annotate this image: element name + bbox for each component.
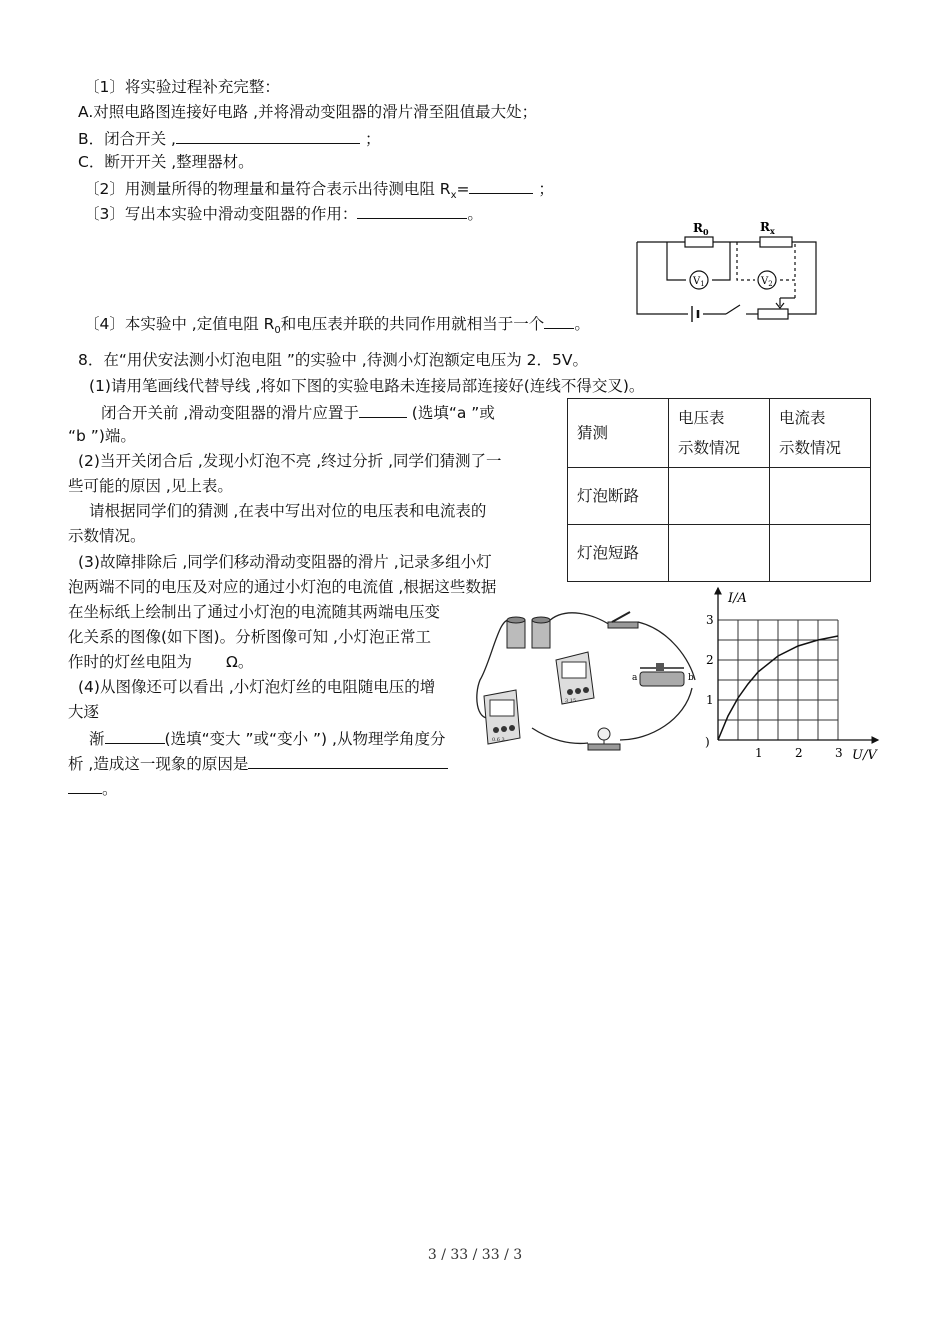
- x-tick-label: 1: [755, 746, 763, 760]
- voltage-answer-cell[interactable]: [669, 525, 770, 582]
- rx-label: $R_x$: [760, 220, 775, 236]
- guess-table: [567, 398, 871, 582]
- battery-cell-icon: [507, 617, 525, 648]
- q8-part2-line4: 示数情况。: [68, 527, 146, 545]
- subscript-x: x: [450, 190, 457, 202]
- q8-title: 8．在“用伏安法测小灯泡电阻 ”的实验中 ,待测小灯泡额定电压为 2．5V。: [78, 351, 588, 369]
- q8-part4-line4-text: 析 ,造成这一现象的原因是: [68, 755, 249, 773]
- q7-part3: [84, 202, 483, 224]
- page-footer: 3 / 33 / 33 / 3: [427, 1247, 523, 1263]
- q8-part4-line3: [89, 727, 445, 749]
- y-tick-label: 2: [706, 653, 714, 667]
- ammeter-icon: [484, 690, 520, 744]
- guess-cell: 灯泡短路: [568, 525, 669, 582]
- answer-blank-slider-end[interactable]: [359, 401, 407, 418]
- q8-part4-line1: (4)从图像还可以看出 ,小灯泡灯丝的电阻随电压的增: [78, 678, 436, 696]
- q7-part2-text: 〔2〕用测量所得的物理量和量符合表示出待测电阻 R: [84, 180, 451, 198]
- q7-step-c: C．断开开关 ,整理器材。: [78, 153, 254, 171]
- light-bulb-icon: [588, 728, 620, 750]
- v1-label: $V_1$: [693, 276, 705, 288]
- q8-part3-line4: 化关系的图像(如下图)。分析图像可知 ,小灯泡正常工: [68, 628, 431, 646]
- q7-step-b-end: ；: [364, 130, 381, 148]
- header-ammeter: [770, 399, 871, 468]
- ohm-unit: Ω。: [226, 653, 254, 671]
- answer-blank-equivalent[interactable]: [544, 312, 574, 329]
- q8-part4-end: 。: [102, 780, 118, 798]
- q8-part4-line3-start: 渐: [89, 730, 105, 748]
- q8-part2-line2: 些可能的原因 ,见上表。: [68, 477, 233, 495]
- x-axis-label: U/V: [852, 748, 877, 763]
- q7-step-b: [78, 127, 380, 149]
- iu-graph: [700, 582, 885, 764]
- header-ammeter-l2: 示数情况: [779, 439, 842, 457]
- q8-part3-line2: 泡两端不同的电压及对应的通过小灯泡的电流值 ,根据这些数据: [68, 578, 497, 596]
- q7-part1-heading: 〔1〕将实验过程补充完整：: [84, 78, 280, 96]
- q7-part3-end: 。: [467, 205, 483, 223]
- q7-part2-end: ；: [538, 180, 554, 198]
- q7-step-b-text: B．闭合开关 ,: [78, 130, 176, 148]
- q8-part1-end: “b ”)端。: [68, 427, 136, 445]
- y-tick-label: 3: [706, 613, 714, 627]
- x-tick-label: 2: [795, 746, 803, 760]
- q8-part1-slider-text: 闭合开关前 ,滑动变阻器的滑片应置于: [101, 404, 359, 422]
- header-voltmeter-l1: 电压表: [678, 409, 725, 427]
- q8-part1-slider-choice: (选填“a ”或: [406, 404, 495, 422]
- voltmeter-scale: 3 15: [565, 698, 577, 704]
- battery-icon: [692, 306, 698, 322]
- r0-label: $R_0$: [693, 221, 709, 237]
- header-voltmeter: [669, 399, 770, 468]
- q7-part4-text: 〔4〕本实验中 ,定值电阻 R: [84, 315, 275, 333]
- y-tick-label: 1: [706, 693, 714, 707]
- x-tick-label: 3: [835, 746, 843, 760]
- equals-sign: =: [456, 180, 470, 198]
- q8-part3-line1: (3)故障排除后 ,同学们移动滑动变阻器的滑片 ,记录多组小灯: [78, 553, 492, 571]
- graph-grid: [718, 620, 838, 740]
- q8-part4-line3-text: (选填“变大 ”或“变小 ”) ,从物理学角度分: [164, 730, 446, 748]
- circuit-diagram-q7: [630, 218, 822, 322]
- q8-part4-line2: 大逐: [68, 703, 100, 721]
- q8-part3-line5: [68, 652, 253, 672]
- q7-part4-mid: 和电压表并联的共同作用就相当于一个: [280, 315, 545, 333]
- battery-cell-icon: [532, 617, 550, 648]
- table-header-row: [568, 399, 871, 468]
- q8-part4-line4: [68, 752, 448, 774]
- table-row: [568, 525, 871, 582]
- answer-blank-trend[interactable]: [105, 727, 165, 744]
- q7-step-a: A.对照电路图连接好电路 ,并将滑动变阻器的滑片滑至阻值最大处；: [78, 103, 538, 121]
- apparatus-illustration: [470, 600, 702, 765]
- q7-part4: [84, 312, 590, 341]
- q8-part1: (1)请用笔画线代替导线 ,将如下图的实验电路未连接局部连接好(连线不得交叉)。: [89, 377, 645, 395]
- answer-blank-reason[interactable]: [248, 752, 448, 769]
- origin-label: ): [705, 735, 710, 749]
- q8-part2-line1: (2)当开关闭合后 ,发现小灯泡不亮 ,终过分折 ,同学们猜测了一: [78, 452, 502, 470]
- q7-part3-text: 〔3〕写出本实验中滑动变阻器的作用：: [84, 205, 358, 223]
- q8-part2-line3: 请根据同学们的猜测 ,在表中写出对位的电压表和电流表的: [89, 502, 487, 520]
- answer-blank-rheostat-role[interactable]: [357, 202, 467, 219]
- header-ammeter-l1: 电流表: [779, 409, 826, 427]
- rheostat-terminal-b: b: [688, 673, 694, 683]
- q8-part4-line5: [68, 777, 118, 799]
- header-guess: 猜测: [568, 399, 669, 468]
- answer-blank-step-b[interactable]: [176, 127, 360, 144]
- rheostat-terminal-a: a: [632, 673, 638, 683]
- q8-part3-line5-text: 作时的灯丝电阻为: [68, 653, 193, 671]
- current-answer-cell[interactable]: [770, 468, 871, 525]
- rheostat-icon: [640, 663, 684, 686]
- q7-part4-end: 。: [574, 315, 590, 333]
- voltage-answer-cell[interactable]: [669, 468, 770, 525]
- guess-cell: 灯泡断路: [568, 468, 669, 525]
- voltmeter-icon: [556, 652, 594, 704]
- y-axis-label: I/A: [728, 591, 747, 606]
- answer-blank-reason-cont[interactable]: [68, 777, 102, 794]
- header-voltmeter-l2: 示数情况: [678, 439, 741, 457]
- ammeter-scale: 0.6 3: [492, 737, 505, 743]
- switch-icon: [608, 612, 638, 628]
- current-answer-cell[interactable]: [770, 525, 871, 582]
- q8-part1-slider: [101, 401, 495, 423]
- q8-part3-line3: 在坐标纸上绘制出了通过小灯泡的电流随其两端电压变: [68, 603, 441, 621]
- subscript-0: 0: [274, 325, 281, 337]
- answer-blank-rx[interactable]: [469, 177, 533, 194]
- table-row: [568, 468, 871, 525]
- v2-label: $V_2$: [761, 276, 773, 288]
